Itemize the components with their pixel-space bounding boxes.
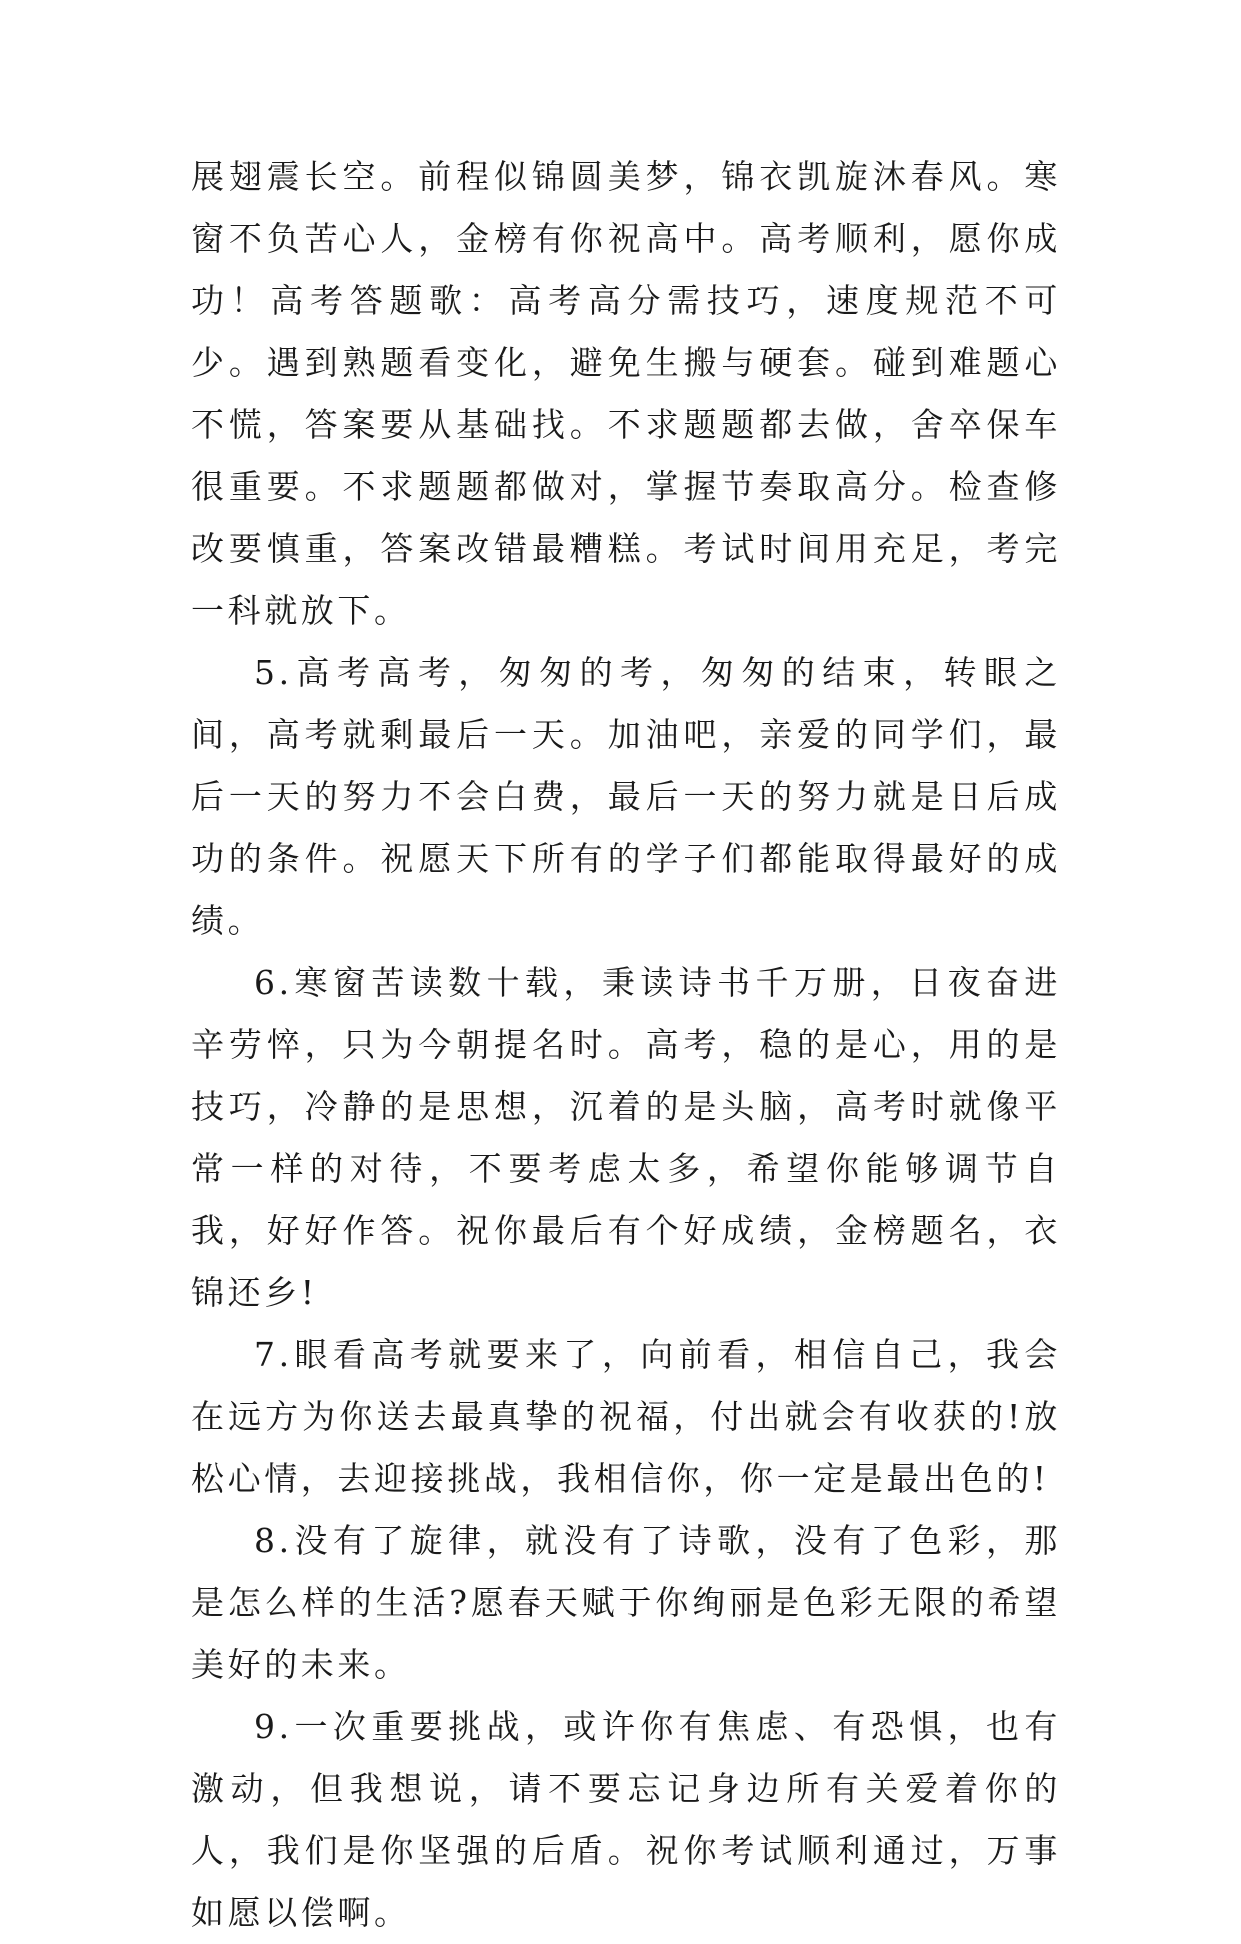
document-page <box>191 146 1061 1944</box>
paragraph-item-9: 9.一次重要挑战，或许你有焦虑、有恐惧，也有激动，但我想说，请不要忘记身边所有关爱着你的人，我们是你坚强的后盾。祝你考试顺利通过，万事如愿以偿啊。 <box>191 1707 1061 1932</box>
paragraph-item-6: 6.寒窗苦读数十载，秉读诗书千万册，日夜奋进辛劳悴，只为今朝提名时。高考，稳的是心，用的是技巧，冷静的是思想，沉着的是头脑，高考时就像平常一样的对待，不要考虑太多，希望你能够调节自我，好好作答。祝你最后有个好成绩，金榜题名，衣锦还乡! <box>191 963 1061 1312</box>
paragraph-item-8: 8.没有了旋律，就没有了诗歌，没有了色彩，那是怎么样的生活?愿春天赋于你绚丽是色彩无限的希望美好的未来。 <box>191 1521 1061 1684</box>
paragraph-item-7: 7.眼看高考就要来了，向前看，相信自己，我会在远方为你送去最真挚的祝福，付出就会有收获的!放松心情，去迎接挑战，我相信你，你一定是最出色的! <box>191 1335 1061 1498</box>
paragraph-continued: 展翅震长空。前程似锦圆美梦，锦衣凯旋沐春风。寒窗不负苦心人，金榜有你祝高中。高考顺利，愿你成功！高考答题歌：高考高分需技巧，速度规范不可少。遇到熟题看变化，避免生搬与硬套。碰到难题心不慌，答案要从基础找。不求题题都去做，舍卒保车很重要。不求题题都做对，掌握节奏取高分。检查修改要慎重，答案改错最糟糕。考试时间用充足，考完一科就放下。 <box>191 157 1061 630</box>
paragraph-item-5: 5.高考高考，匆匆的考，匆匆的结束，转眼之间，高考就剩最后一天。加油吧，亲爱的同学们，最后一天的努力不会白费，最后一天的努力就是日后成功的条件。祝愿天下所有的学子们都能取得最好的成绩。 <box>191 653 1061 940</box>
